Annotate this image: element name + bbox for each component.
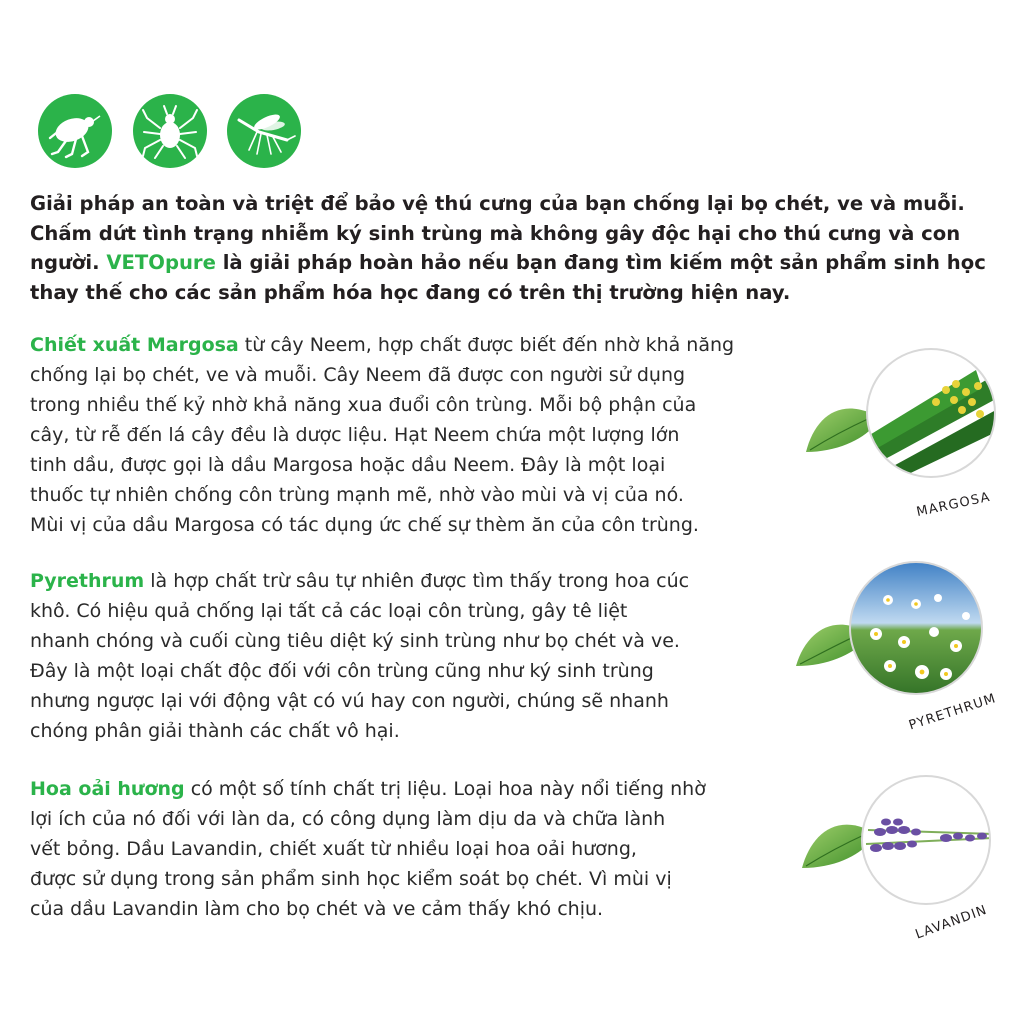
margosa-caption: MARGOSA bbox=[915, 489, 992, 521]
lavender-paragraph bbox=[30, 774, 800, 924]
tick-icon bbox=[133, 94, 207, 168]
brand-name: VETOpure bbox=[106, 251, 216, 274]
lavender-line: của dầu Lavandin làm cho bọ chét và ve cảm thấy khó chịu. bbox=[30, 898, 604, 920]
margosa-line: thuốc tự nhiên chống côn trùng mạnh mẽ, nhờ vào mùi và vị của nó. bbox=[30, 484, 684, 506]
pyrethrum-line: là hợp chất trừ sâu tự nhiên được tìm thấy trong hoa cúc bbox=[150, 570, 690, 592]
intro-line-4: thay thế cho các sản phẩm hóa học đang có trên thị trường hiện nay. bbox=[30, 280, 791, 304]
margosa-line: tinh dầu, được gọi là dầu Margosa hoặc dầu Neem. Đây là một loại bbox=[30, 454, 666, 476]
margosa-line: từ cây Neem, hợp chất được biết đến nhờ khả năng bbox=[244, 334, 735, 356]
pyrethrum-image bbox=[796, 556, 1006, 746]
pyrethrum-line: Đây là một loại chất độc đối với côn trùng cũng như ký sinh trùng bbox=[30, 660, 654, 682]
pyrethrum-line: chóng phân giải thành các chất vô hại. bbox=[30, 720, 400, 742]
margosa-heading: Chiết xuất Margosa bbox=[30, 334, 239, 356]
intro-paragraph bbox=[30, 189, 1005, 307]
mosquito-icon bbox=[227, 94, 301, 168]
margosa-line: Mùi vị của dầu Margosa có tác dụng ức chế sự thèm ăn của côn trùng. bbox=[30, 514, 699, 536]
lavender-line: lợi ích của nó đối với làn da, có công dụng làm dịu da và chữa lành bbox=[30, 808, 666, 830]
lavender-line: được sử dụng trong sản phẩm sinh học kiểm soát bọ chét. Vì mùi vị bbox=[30, 868, 672, 890]
margosa-line: trong nhiều thế kỷ nhờ khả năng xua đuổi côn trùng. Mỗi bộ phận của bbox=[30, 394, 697, 416]
intro-line-2: Chấm dứt tình trạng nhiễm ký sinh trùng mà không gây độc hại cho thú cưng và con bbox=[30, 221, 961, 245]
pyrethrum-line: khô. Có hiệu quả chống lại tất cả các loại côn trùng, gây tê liệt bbox=[30, 600, 628, 622]
intro-line-3a: người. bbox=[30, 251, 100, 274]
lavender-heading: Hoa oải hương bbox=[30, 778, 185, 800]
leaf-icon bbox=[806, 408, 874, 452]
intro-line-3b: là giải pháp hoàn hảo nếu bạn đang tìm kiếm một sản phẩm sinh học bbox=[222, 251, 986, 274]
lavandin-image bbox=[796, 764, 1006, 954]
margosa-paragraph bbox=[30, 330, 800, 540]
pyrethrum-caption: PYRETHRUM bbox=[907, 691, 999, 734]
lavender-line: có một số tính chất trị liệu. Loại hoa này nổi tiếng nhờ bbox=[190, 778, 706, 800]
flea-icon bbox=[38, 94, 112, 168]
pyrethrum-paragraph bbox=[30, 566, 800, 746]
pyrethrum-heading: Pyrethrum bbox=[30, 570, 145, 592]
lavender-line: vết bỏng. Dầu Lavandin, chiết xuất từ nhiều loại hoa oải hương, bbox=[30, 838, 637, 860]
margosa-line: cây, từ rễ đến lá cây đều là dược liệu. Hạt Neem chứa một lượng lớn bbox=[30, 424, 680, 446]
lavandin-caption: LAVANDIN bbox=[913, 902, 990, 943]
margosa-line: chống lại bọ chét, ve và muỗi. Cây Neem đã được con người sử dụng bbox=[30, 364, 686, 386]
intro-line-1: Giải pháp an toàn và triệt để bảo vệ thú cưng của bạn chống lại bọ chét, ve và muỗi. bbox=[30, 192, 965, 215]
pyrethrum-line: nhanh chóng và cuối cùng tiêu diệt ký sinh trùng như bọ chét và ve. bbox=[30, 630, 680, 652]
margosa-image bbox=[796, 340, 1006, 530]
pyrethrum-line: nhưng ngược lại với động vật có vú hay con người, chúng sẽ nhanh bbox=[30, 690, 669, 712]
